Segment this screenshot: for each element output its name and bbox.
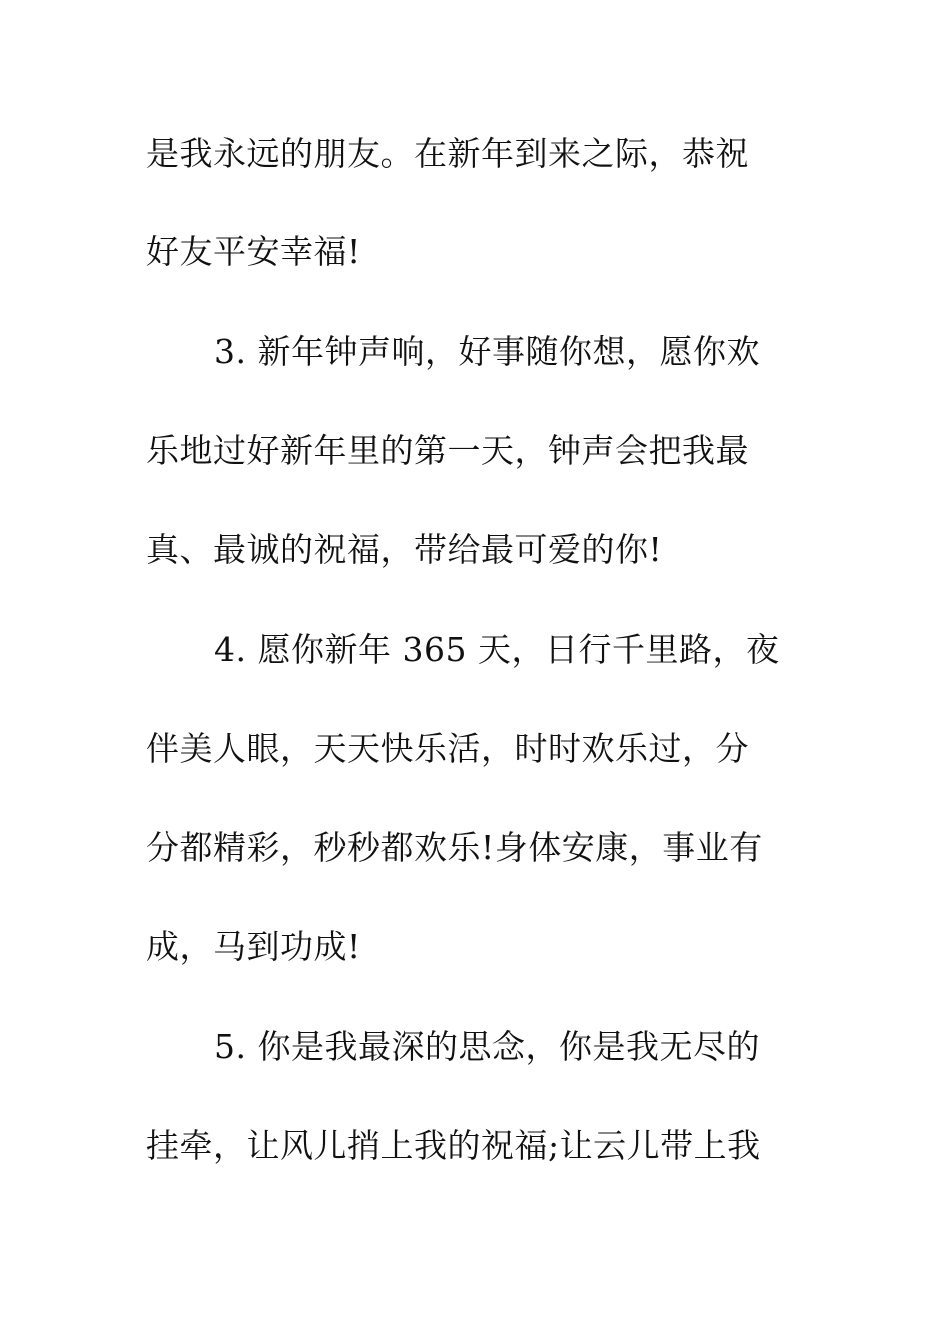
list-item-4: 4. 愿你新年 365 天，日行千里路，夜 bbox=[214, 630, 780, 669]
text-line: 挂牵，让风儿捎上我的祝福;让云儿带上我 bbox=[146, 1126, 761, 1165]
text-line: 成，马到功成! bbox=[146, 927, 361, 966]
list-item-5: 5. 你是我最深的思念，你是我无尽的 bbox=[214, 1027, 760, 1066]
text-line: 真、最诚的祝福，带给最可爱的你! bbox=[146, 530, 663, 569]
text-line: 分都精彩，秒秒都欢乐!身体安康，事业有 bbox=[146, 828, 763, 867]
list-item-3: 3. 新年钟声响，好事随你想，愿你欢 bbox=[214, 332, 760, 371]
text-line: 是我永远的朋友。在新年到来之际，恭祝 bbox=[146, 134, 749, 173]
text-line: 伴美人眼，天天快乐活，时时欢乐过，分 bbox=[146, 729, 749, 768]
text-line: 乐地过好新年里的第一天，钟声会把我最 bbox=[146, 431, 749, 470]
text-line: 好友平安幸福! bbox=[146, 232, 361, 271]
